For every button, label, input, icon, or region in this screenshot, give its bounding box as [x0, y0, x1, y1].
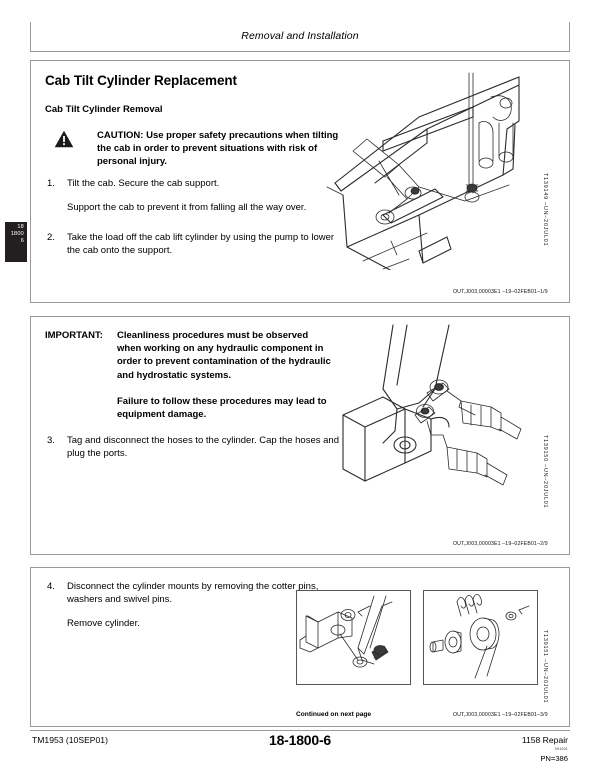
warning-triangle-icon: [54, 130, 74, 148]
step-1-text: Tilt the cab. Secure the cab support.: [67, 178, 220, 189]
step-2: [45, 231, 345, 257]
step-2-text: Take the load off the cab lift cylinder by using the pump to lower the cab onto the support.: [67, 232, 335, 257]
step-4-subtext: Remove cylinder.: [67, 618, 140, 630]
step-1-subtext: Support the cab to prevent it from falling all the way over.: [67, 202, 307, 214]
content-block-2: [30, 316, 570, 555]
footer-manual-id: TM1953 (10SEP01): [32, 735, 108, 745]
figure-cab-tilt-cylinder: [323, 65, 531, 270]
step-3: [45, 434, 345, 460]
step-4-number: 4.: [47, 581, 55, 592]
step-3-text: Tag and disconnect the hoses to the cylinder. Cap the hoses and plug the ports.: [67, 435, 339, 460]
figure-2-caption: OUT,J003,00003E1 –19–02FEB01–2/9: [453, 541, 548, 547]
sub-section-title: Cab Tilt Cylinder Removal: [45, 104, 163, 115]
running-header: [30, 22, 570, 52]
step-1-number: 1.: [47, 178, 55, 189]
step-3-number: 3.: [47, 435, 55, 446]
important-text-2: Failure to follow these procedures may lead to equipment damage.: [117, 395, 327, 421]
figure-cotter-pin-detail: [296, 590, 411, 685]
running-header-title: Removal and Installation: [241, 30, 359, 42]
footer-pn: PN=386: [540, 754, 568, 763]
margin-tab-line3: 6: [20, 237, 24, 244]
footer-divider: [30, 730, 570, 731]
footer-page-number: 18-1800-6: [268, 732, 332, 748]
figure-3-caption: OUT,J003,00003E1 –19–02FEB01–3/9: [453, 712, 548, 718]
margin-section-tab: [5, 222, 27, 262]
margin-tab-line2: 1800: [10, 230, 24, 237]
figure-hose-fittings: [331, 323, 531, 513]
page-title: Cab Tilt Cylinder Replacement: [45, 73, 237, 88]
continued-notice: Continued on next page: [296, 711, 372, 718]
figure-2-id: T139150 –UN–20JUL01: [542, 435, 548, 509]
margin-tab-line1: 18: [17, 224, 24, 230]
important-text-1: Cleanliness procedures must be observed when working on any hydraulic component in order to prevent contamination of the hydraulic and hydrostatic systems.: [117, 330, 331, 381]
content-block-1: [30, 60, 570, 303]
caution-text: CAUTION: Use proper safety precautions when tilting the cab in order to prevent situations with risk of personal injury.: [97, 130, 339, 168]
page-footer: [30, 730, 570, 772]
footer-section-name: 1158 Repair: [521, 735, 568, 745]
figure-1-caption: OUT,J003,00003E1 –19–02FEB01–1/9: [453, 289, 548, 295]
step-4-text: Disconnect the cylinder mounts by removing the cotter pins, washers and swivel pins.: [67, 581, 319, 606]
content-block-3: [30, 567, 570, 727]
figure-1-id: T139149 –UN–20JUL01: [542, 173, 548, 247]
important-notice: [45, 329, 335, 421]
step-1: [45, 177, 345, 214]
figure-washer-swivel-pin-detail: [423, 590, 538, 685]
caution-notice: [45, 129, 345, 169]
important-label: IMPORTANT:: [45, 330, 103, 341]
step-2-number: 2.: [47, 232, 55, 243]
footer-date-code: 091001: [554, 747, 568, 751]
figure-3-id: T139151 –UN–20JUL01: [542, 630, 548, 704]
